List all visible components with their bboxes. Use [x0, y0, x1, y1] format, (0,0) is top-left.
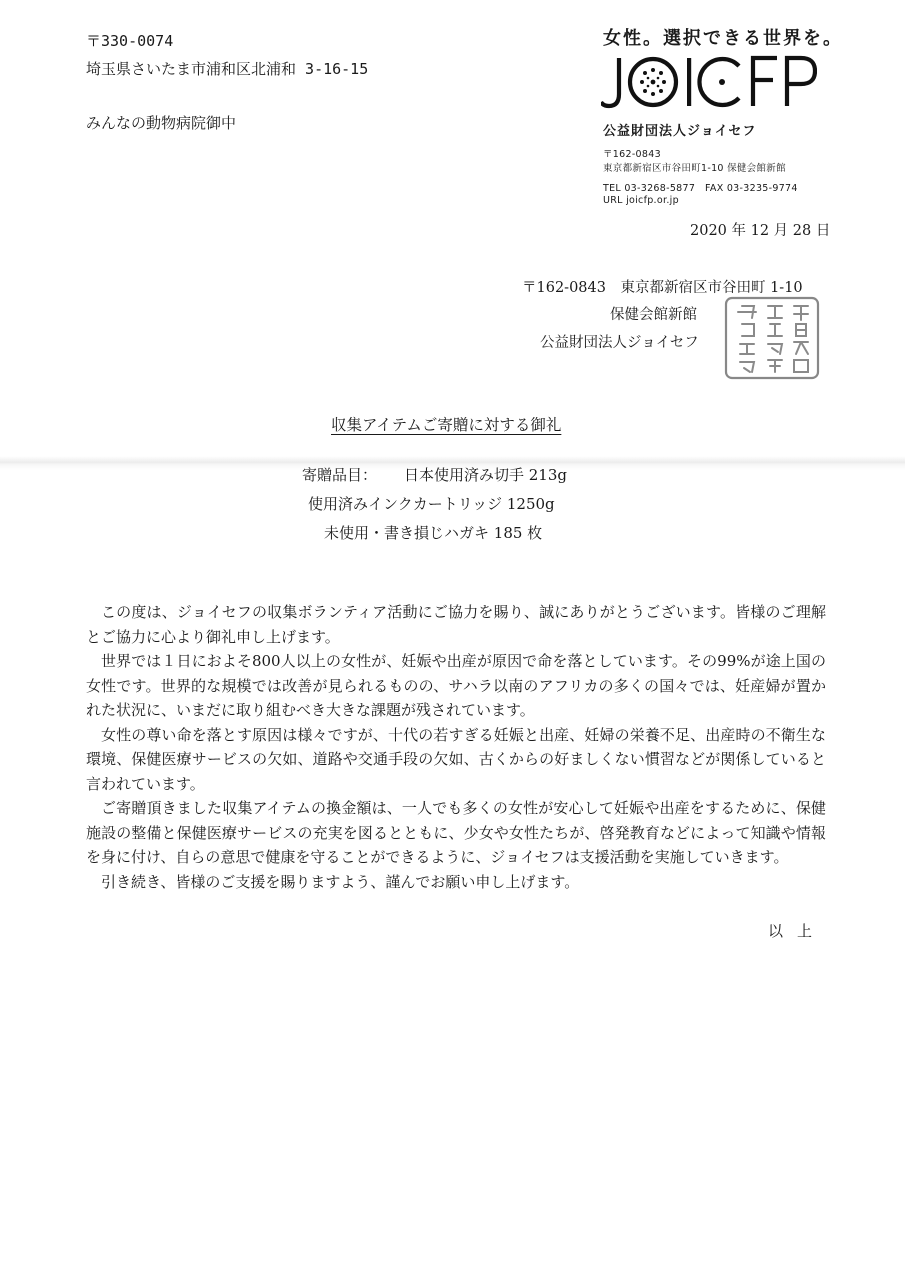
- letter-body: [86, 600, 826, 894]
- letter-title: 収集アイテムご寄贈に対する御礼: [331, 416, 562, 434]
- closing-ijo: 以上: [768, 922, 827, 940]
- joicfp-logo: [601, 54, 817, 110]
- official-seal-stamp: [724, 296, 820, 380]
- body-paragraph: ご寄贈頂きました収集アイテムの換金額は、一人でも多くの女性が安心して妊娠や出産をするために、保健施設の整備と保健医療サービスの充実を図るとともに、少女や女性たちが、啓発教育などによって知識や情報を身に付け、自らの意思で健康を守ることができるように、ジョイセフは支援活動を実施していきます。: [86, 799, 826, 866]
- body-paragraph: この度は、ジョイセフの収集ボランティア活動にご協力を賜り、誠にありがとうございます。皆様のご理解とご協力に心より御礼申し上げます。: [86, 603, 826, 646]
- letterhead-address: 東京都新宿区市谷田町1-10 保健会館新館: [603, 163, 786, 174]
- letterhead-tagline: 女性。選択できる世界を。: [603, 28, 843, 49]
- sender-postal-address: 〒162-0843 東京都新宿区市谷田町 1-10: [522, 280, 803, 296]
- recipient-address: 埼玉県さいたま市浦和区北浦和 3-16-15: [86, 60, 369, 78]
- donation-item: 使用済みインクカートリッジ 1250g: [308, 495, 555, 513]
- letterhead-phone-fax: TEL 03-3268-5877 FAX 03-3235-9774: [603, 183, 798, 194]
- letterhead-postal-code: 〒162-0843: [603, 149, 661, 160]
- body-paragraph: 女性の尊い命を落とす原因は様々ですが、十代の若すぎる妊娠と出産、妊婦の栄養不足、出産時の不衛生な環境、保健医療サービスの欠如、道路や交通手段の欠如、古くからの好ましくない慣習などが関係していると言われています。: [86, 725, 826, 793]
- donation-item: 未使用・書き損じハガキ 185 枚: [324, 524, 543, 542]
- donation-label: 寄贈品目：: [302, 466, 378, 484]
- letterhead-url: URL joicfp.or.jp: [603, 195, 679, 206]
- recipient-postal-code: 〒330-0074: [86, 32, 174, 50]
- recipient-name: みんなの動物病院御中: [86, 114, 237, 132]
- body-paragraph: 引き続き、皆様のご支援を賜りますよう、謹んでお願い申し上げます。: [101, 872, 580, 891]
- letterhead-org-name: 公益財団法人ジョイセフ: [603, 124, 757, 139]
- letter-date: 2020 年 12 月 28 日: [690, 223, 831, 239]
- sender-name: 公益財団法人ジョイセフ: [540, 335, 699, 351]
- sender-building: 保健会館新館: [610, 307, 697, 323]
- donation-item: 日本使用済み切手 213g: [404, 466, 568, 484]
- body-paragraph: 世界では１日におよそ800人以上の女性が、妊娠や出産が原因で命を落としています。その99%が途上国の女性です。世界的な規模では改善が見られるものの、サハラ以南のアフリカの多くの国々では、妊産婦が置かれた状況に、いまだに取り組むべき大きな課題が残されています。: [86, 652, 826, 719]
